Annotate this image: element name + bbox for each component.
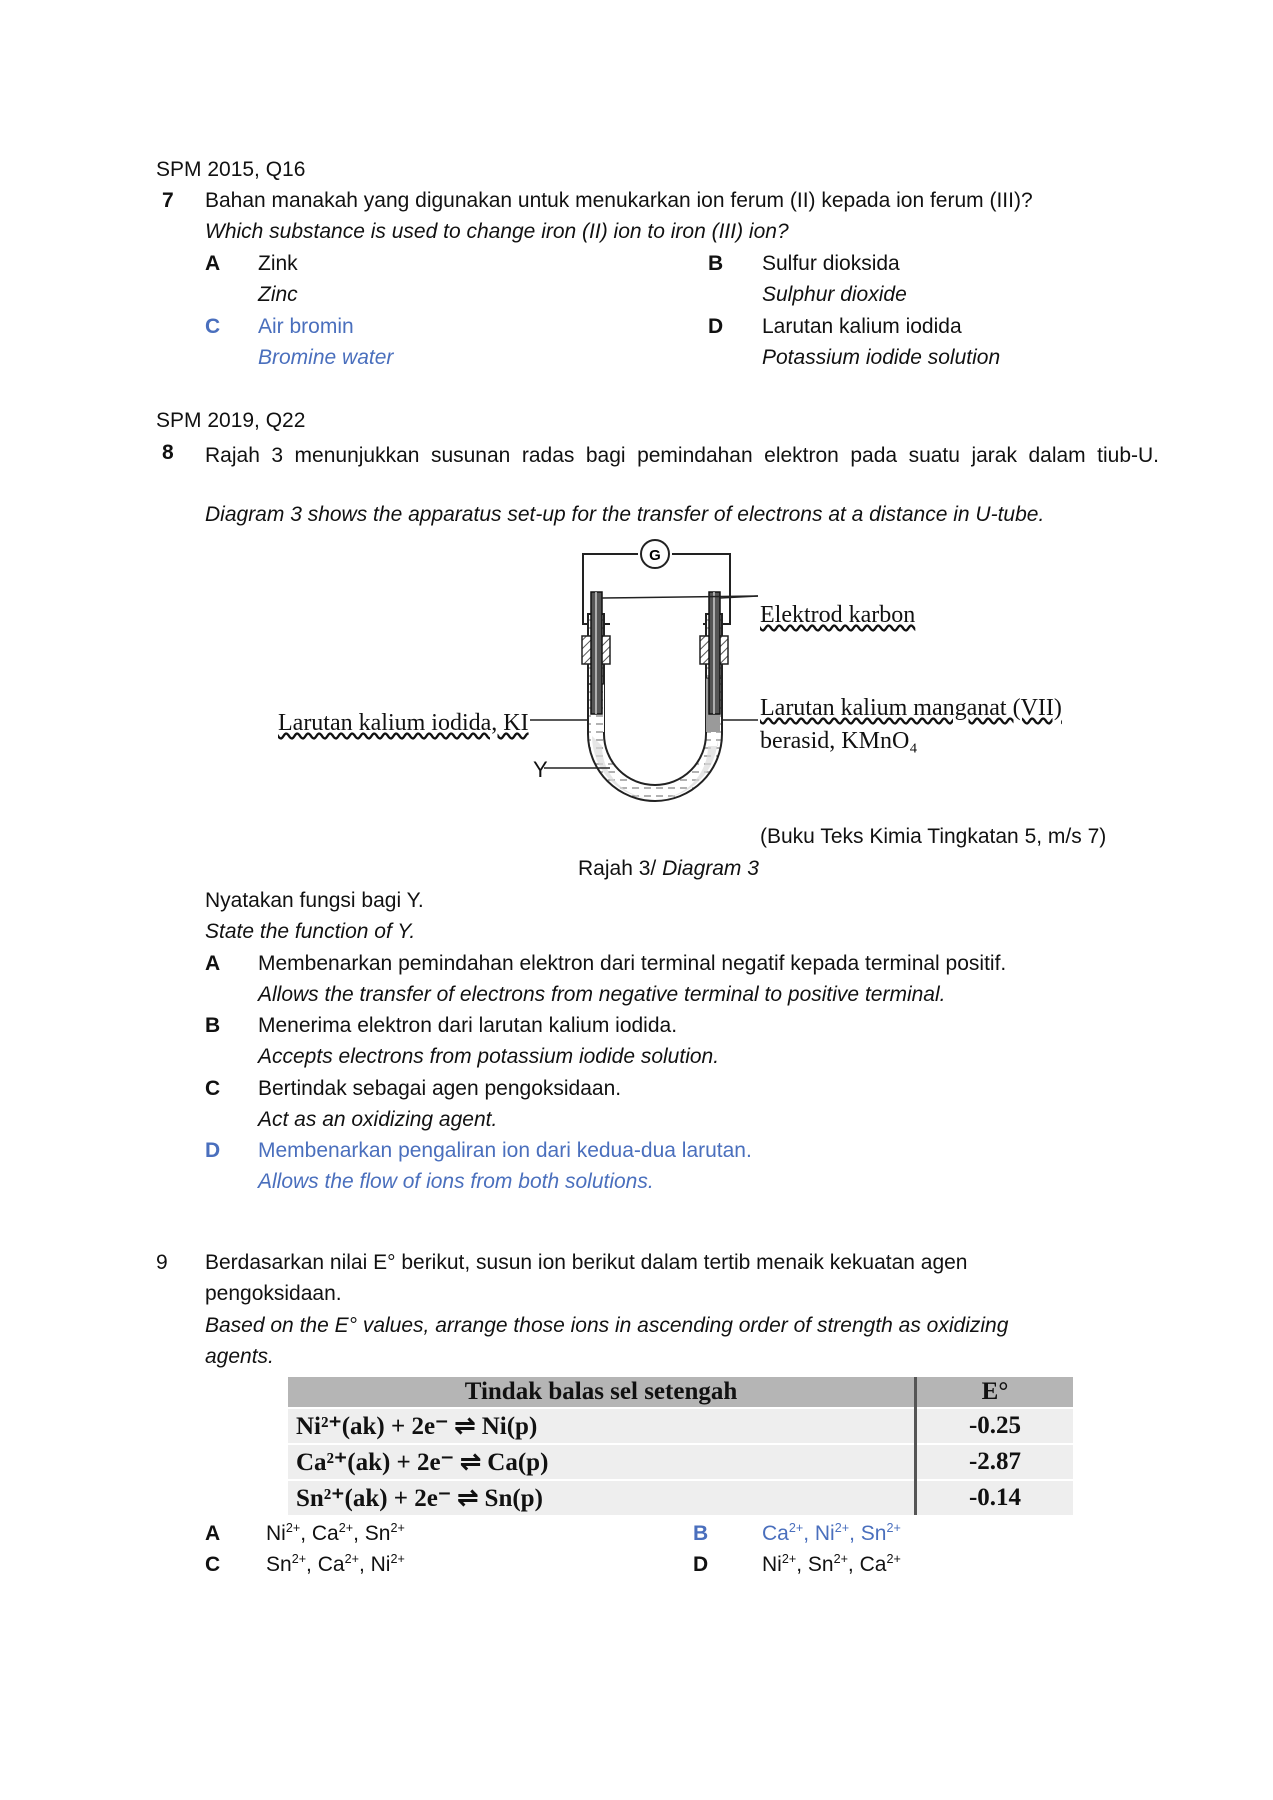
q7-option-c-ms: Air bromin <box>258 315 354 338</box>
q7-option-d-en: Potassium iodide solution <box>762 346 1001 369</box>
q8-question-en: Diagram 3 shows the apparatus set-up for the transfer of electrons at a distance in U-tube. <box>205 503 1045 526</box>
q8-question-ms: Rajah 3 menunjukkan susunan radas bagi pemindahan elektron pada suatu jarak dalam tiub-U. <box>205 444 1159 467</box>
q7-question-ms: Bahan manakah yang digunakan untuk menukarkan ion ferum (II) kepada ion ferum (III)? <box>205 189 1033 212</box>
q8-option-a-en: Allows the transfer of electrons from negative terminal to positive terminal. <box>258 983 946 1006</box>
q8-prompt-ms: Nyatakan fungsi bagi Y. <box>205 889 424 912</box>
q8-option-a-letter[interactable]: A <box>205 952 221 975</box>
label-kmno4-line1: Larutan kalium manganat (VII) <box>760 695 1062 721</box>
e-value-ni: -0.25 <box>916 1408 1074 1444</box>
q9-question-ms-line2: pengoksidaan. <box>205 1282 342 1305</box>
q7-option-b-letter[interactable]: B <box>708 252 724 275</box>
q8-option-b-ms: Menerima elektron dari larutan kalium iodida. <box>258 1014 678 1037</box>
q8-source: SPM 2019, Q22 <box>156 409 306 432</box>
q8-prompt-en: State the function of Y. <box>205 920 416 943</box>
q8-option-b-en: Accepts electrons from potassium iodide solution. <box>258 1045 720 1068</box>
label-pointers <box>530 596 758 768</box>
q7-option-a-ms: Zink <box>258 252 298 275</box>
table-row <box>288 1444 1073 1480</box>
half-cell-table <box>288 1377 1073 1515</box>
reaction-sn: Sn²⁺(ak) + 2e⁻ ⇌ Sn(p) <box>288 1480 916 1515</box>
q9-option-d-letter[interactable]: D <box>693 1553 709 1576</box>
table-row <box>288 1408 1073 1444</box>
q9-option-c-letter[interactable]: C <box>205 1553 221 1576</box>
diagram-caption: Rajah 3/ Diagram 3 <box>578 857 759 880</box>
q7-option-b-en: Sulphur dioxide <box>762 283 907 306</box>
label-kmno4-line2: berasid, KMnO₄ <box>760 728 918 754</box>
diagram-source: (Buku Teks Kimia Tingkatan 5, m/s 7) <box>760 825 1107 848</box>
q8-option-d-en: Allows the flow of ions from both solutions. <box>258 1170 654 1193</box>
q7-option-b-ms: Sulfur dioksida <box>762 252 900 275</box>
q7-option-a-en: Zinc <box>258 283 298 306</box>
label-electrode: Elektrod karbon <box>760 602 916 628</box>
q7-number: 7 <box>162 189 174 212</box>
q9-question-ms-line1: Berdasarkan nilai E° berikut, susun ion berikut dalam tertib menaik kekuatan agen <box>205 1251 968 1274</box>
q9-option-c-ions: $Sn^{2+}$, $Ca^{2+}$, $Ni^{2+}$ <box>266 1552 405 1576</box>
header-reaction: Tindak balas sel setengah <box>288 1377 916 1408</box>
q7-option-c-letter[interactable]: C <box>205 315 221 338</box>
reaction-ni: Ni²⁺(ak) + 2e⁻ ⇌ Ni(p) <box>288 1408 916 1444</box>
q9-option-d-ions: $Ni^{2+}$, $Sn^{2+}$, $Ca^{2+}$ <box>762 1552 901 1576</box>
u-tube-diagram <box>270 536 1110 816</box>
q8-option-d-letter[interactable]: D <box>205 1139 221 1162</box>
reaction-ca: Ca²⁺(ak) + 2e⁻ ⇌ Ca(p) <box>288 1444 916 1480</box>
e-value-sn: -0.14 <box>916 1480 1074 1515</box>
q9-option-b-ions: $Ca^{2+}$, $Ni^{2+}$, $Sn^{2+}$ <box>762 1521 901 1545</box>
q9-option-a-letter[interactable]: A <box>205 1522 221 1545</box>
q7-option-d-ms: Larutan kalium iodida <box>762 315 962 338</box>
q7-option-a-letter[interactable]: A <box>205 252 221 275</box>
label-ki: Larutan kalium iodida, KI <box>278 710 529 736</box>
q8-number: 8 <box>162 441 174 464</box>
q7-option-d-letter[interactable]: D <box>708 315 724 338</box>
galvanometer-label: G <box>649 547 661 564</box>
e-value-ca: -2.87 <box>916 1444 1074 1480</box>
label-y: Y <box>533 757 548 782</box>
q8-option-b-letter[interactable]: B <box>205 1014 221 1037</box>
q9-question-en-line2: agents. <box>205 1345 274 1368</box>
q8-option-c-letter[interactable]: C <box>205 1077 221 1100</box>
table-row <box>288 1480 1073 1515</box>
q7-option-c-en: Bromine water <box>258 346 394 369</box>
q8-option-c-en: Act as an oxidizing agent. <box>258 1108 498 1131</box>
q8-option-d-ms: Membenarkan pengaliran ion dari kedua-dua larutan. <box>258 1139 752 1162</box>
table-header-row <box>288 1377 1073 1408</box>
q7-question-en: Which substance is used to change iron (II) ion to iron (III) ion? <box>205 220 789 243</box>
q9-option-b-letter[interactable]: B <box>693 1522 709 1545</box>
q8-option-a-ms: Membenarkan pemindahan elektron dari terminal negatif kepada terminal positif. <box>258 952 1007 975</box>
q9-number: 9 <box>156 1251 168 1274</box>
q9-option-a-ions: $Ni^{2+}$, $Ca^{2+}$, $Sn^{2+}$ <box>266 1521 405 1545</box>
q9-question-en-line1: Based on the E° values, arrange those ions in ascending order of strength as oxidizing <box>205 1314 1009 1337</box>
header-e: E° <box>916 1377 1074 1408</box>
q8-option-c-ms: Bertindak sebagai agen pengoksidaan. <box>258 1077 622 1100</box>
q7-source: SPM 2015, Q16 <box>156 158 306 181</box>
